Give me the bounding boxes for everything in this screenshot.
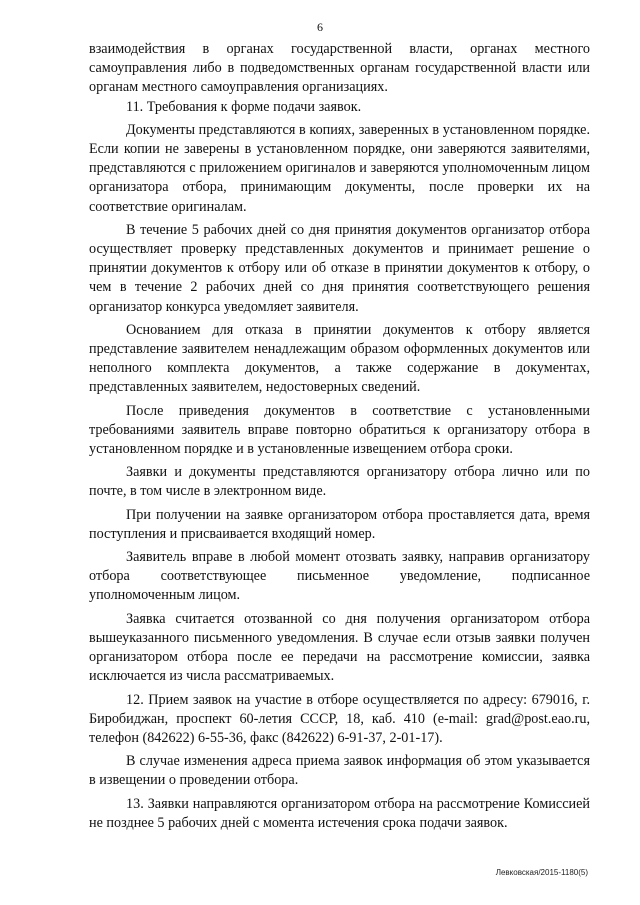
document-reference-code: Левковская/2015-1180(5) (495, 868, 588, 877)
paragraph-withdrawal-effect: Заявка считается отозванной со дня получения организатором отбора вышеуказанного письменного уведомления. В случае если отзыв заявки получен организатором отбора после ее передачи на рассмотрение комиссии, заявка исключается из числа рассматриваемых. (89, 610, 590, 685)
paragraph-continuation: взаимодействия в органах государственной власти, органах местного самоуправления либо в подведомственных органам государственной власти или органам местного самоуправления организациях. (89, 41, 590, 96)
paragraph-address-change: В случае изменения адреса приема заявок информация об этом указывается в извещении о проведении отбора. (89, 753, 590, 789)
paragraph-review-period: В течение 5 рабочих дней со дня принятия документов организатор отбора осуществляет проверку представленных документов и принимает решение о принятии документов к отбору или об отказе в принятии документов к отбору, о чем в течение 2 рабочих дней со дня принятия соответствующего решения организатор конкурса уведомляет заявителя. (89, 221, 590, 315)
document-body (89, 40, 590, 833)
paragraph-submission-method: Заявки и документы представляются организатору отбора лично или по почте, в том числе в электронном виде. (89, 464, 590, 500)
paragraph-copies: Документы представляются в копиях, заверенных в установленном порядке. Если копии не заверены в установленном порядке, они заверяются заявителями, представляются с приложением оригиналов и заверяются уполномоченным лицом организатора отбора, принимающим документы, после проверки их на соответствие оригиналам. (89, 121, 590, 215)
section-12-address: 12. Прием заявок на участие в отборе осуществляется по адресу: 679016, г. Биробиджан, проспект 60-летия СССР, 18, каб. 410 (e-mail: grad@post.eao.ru, телефон (842622) 6-55-36, факс (842622) 6-91-37, 2-01-17). (89, 691, 590, 746)
paragraph-resubmission: После приведения документов в соответствие с установленными требованиями заявитель вправе повторно обратиться к организатору отбора в установленном порядке и в установленные извещением отбора сроки. (89, 402, 590, 458)
section-13-commission: 13. Заявки направляются организатором отбора на рассмотрение Комиссией не позднее 5 рабочих дней с момента истечения срока подачи заявок. (89, 795, 590, 831)
paragraph-registration: При получении на заявке организатором отбора проставляется дата, время поступления и присваивается входящий номер. (89, 506, 590, 542)
paragraph-refusal-grounds: Основанием для отказа в принятии документов к отбору является представление заявителем ненадлежащим образом оформленных документов или неполного комплекта документов, а также содержание в документах, представленных заявителем, недостоверных сведений. (89, 321, 590, 396)
page-number: 6 (317, 20, 323, 34)
paragraph-withdrawal: Заявитель вправе в любой момент отозвать заявку, направив организатору отбора соответствующее письменное уведомление, подписанное уполномоченным лицом. (89, 549, 590, 604)
section-11-heading: 11. Требования к форме подачи заявок. (126, 98, 362, 115)
